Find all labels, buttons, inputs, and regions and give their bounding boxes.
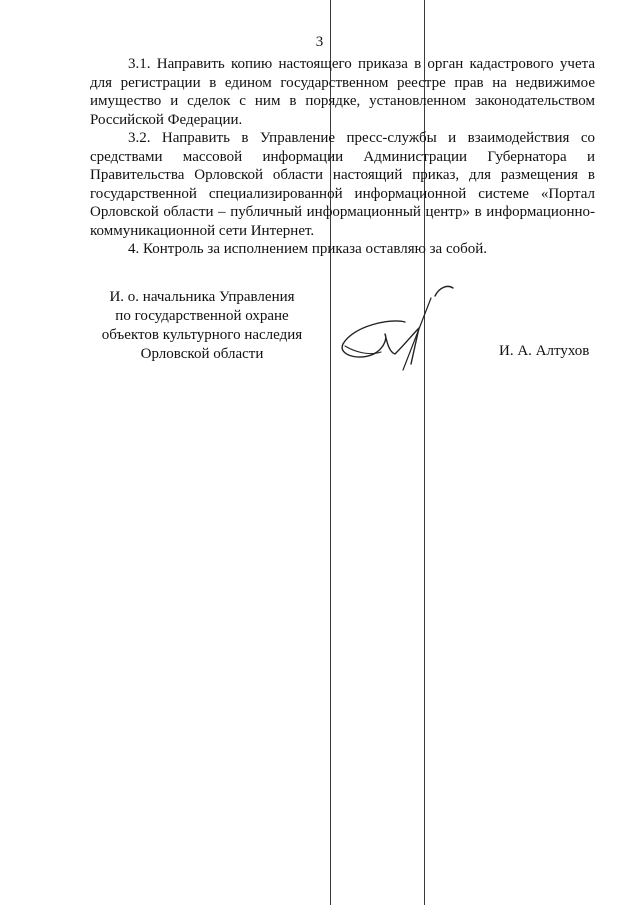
signatory-title-line: объектов культурного наследия bbox=[101, 327, 303, 343]
document-body bbox=[90, 55, 595, 259]
signatory-title-line: И. о. начальника Управления bbox=[109, 289, 295, 305]
paragraph-4: 4. Контроль за исполнением приказа оставляю за собой. bbox=[128, 241, 488, 257]
signatory-title-line: по государственной охране bbox=[115, 308, 289, 324]
paragraph-3-1: 3.1. Направить копию настоящего приказа в орган кадастрового учета для регистрации в едином государственном реестре прав на недвижимое имущество и сделок с ним в порядке, установленном законодательством Российской Федерации. bbox=[90, 56, 595, 128]
signatory-title-line: Орловской области bbox=[140, 346, 264, 362]
handwritten-signature bbox=[335, 282, 465, 377]
signatory-name: И. А. Алтухов bbox=[499, 343, 590, 359]
signatory-title bbox=[92, 288, 312, 364]
page-number: 3 bbox=[315, 34, 324, 50]
paragraph-3-2: 3.2. Направить в Управление пресс-службы и взаимодействия со средствами массовой информации Администрации Губернатора и Правительства Орловской области настоящий приказ, для размещения в государственной специализированной информационной системе «Портал Орловской области – публичный информационный центр» в информационно-коммуникационной сети Интернет. bbox=[90, 130, 595, 239]
